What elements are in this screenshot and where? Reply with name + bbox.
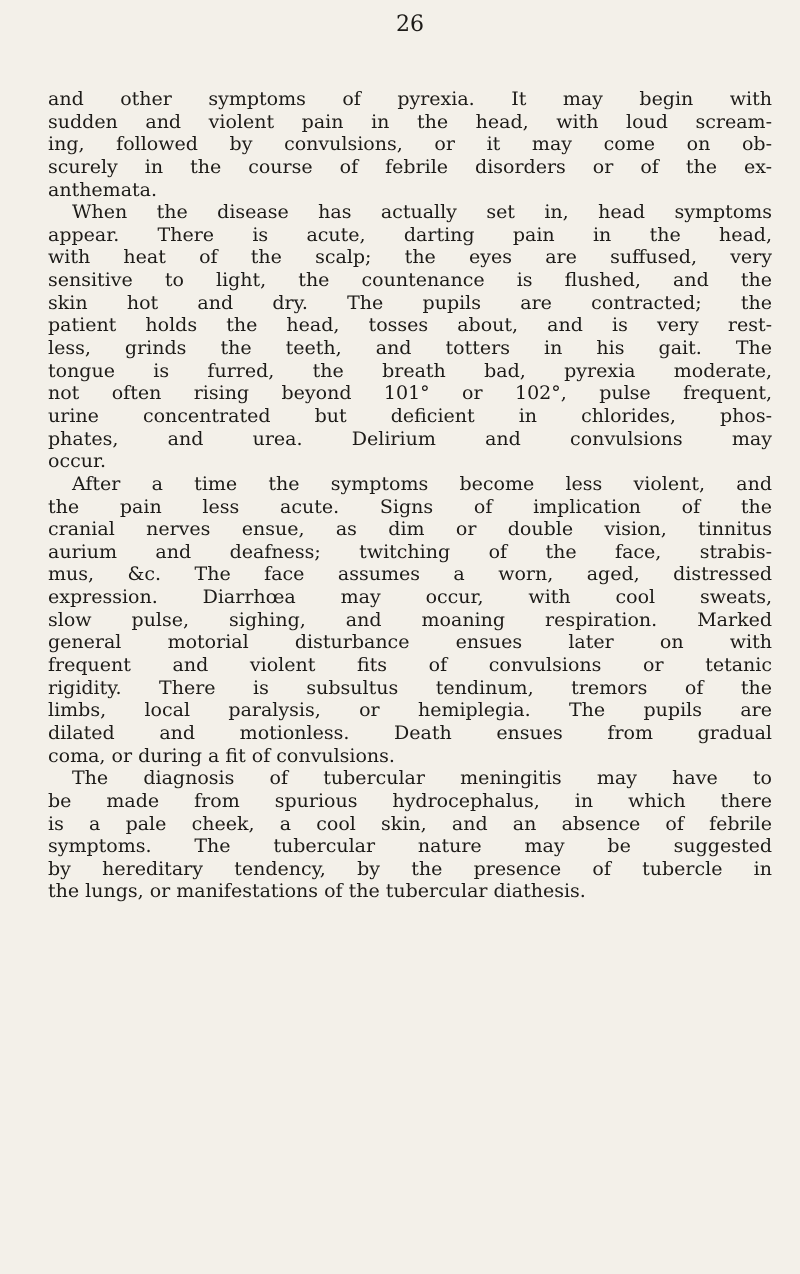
text-line: general motorial disturbance ensues later on with xyxy=(48,631,772,654)
text-line: After a time the symptoms become less violent, and xyxy=(72,472,772,495)
text-line: dilated and motionless. Death ensues from gradual xyxy=(48,721,772,744)
text-line: appear. There is acute, darting pain in the head, xyxy=(48,223,772,246)
text-line: sensitive to light, the countenance is flushed, and the xyxy=(48,269,772,292)
text-line: anthemata. xyxy=(48,178,158,201)
text-line: cranial nerves ensue, as dim or double vision, tinnitus xyxy=(48,518,772,541)
text-line: mus, &c. The face assumes a worn, aged, distressed xyxy=(48,563,772,586)
text-line: and other symptoms of pyrexia. It may begin with xyxy=(48,88,772,110)
text-line: sudden and violent pain in the head, with loud scream- xyxy=(48,110,772,133)
text-line: scurely in the course of febrile disorders or of the ex- xyxy=(48,155,772,178)
text-line: is a pale cheek, a cool skin, and an absence of febrile xyxy=(48,812,772,835)
text-line: the lungs, or manifestations of the tubercular diathesis. xyxy=(48,880,586,903)
text-line: rigidity. There is subsultus tendinum, tremors of the xyxy=(48,676,772,699)
text-line: tongue is furred, the breath bad, pyrexia moderate, xyxy=(48,359,772,382)
text-line: ing, followed by convulsions, or it may come on ob- xyxy=(48,133,772,156)
body-text xyxy=(48,88,772,903)
text-line: coma, or during a fit of convulsions. xyxy=(48,744,395,767)
book-page xyxy=(48,0,772,1274)
text-line: not often rising beyond 101° or 102°, pulse frequent, xyxy=(48,382,772,405)
text-line: with heat of the scalp; the eyes are suffused, very xyxy=(48,246,772,269)
text-line: When the disease has actually set in, head symptoms xyxy=(72,201,772,224)
text-line: limbs, local paralysis, or hemiplegia. The pupils are xyxy=(48,699,772,722)
text-line: by hereditary tendency, by the presence of tubercle in xyxy=(48,857,772,880)
text-line: slow pulse, sighing, and moaning respiration. Marked xyxy=(48,608,772,631)
text-line: frequent and violent fits of convulsions or tetanic xyxy=(48,654,772,677)
text-line: urine concentrated but deficient in chlorides, phos- xyxy=(48,404,772,427)
text-line: phates, and urea. Delirium and convulsions may xyxy=(48,427,772,450)
text-line: expression. Diarrhœa may occur, with cool sweats, xyxy=(48,586,772,609)
text-line: The diagnosis of tubercular meningitis may have to xyxy=(72,767,772,790)
text-line: the pain less acute. Signs of implication of the xyxy=(48,495,772,518)
page-number: 26 xyxy=(396,12,424,37)
text-line: occur. xyxy=(48,450,106,473)
text-line: symptoms. The tubercular nature may be suggested xyxy=(48,835,772,858)
text-line: skin hot and dry. The pupils are contracted; the xyxy=(48,291,772,314)
text-line: aurium and deafness; twitching of the face, strabis- xyxy=(48,540,772,563)
text-line: patient holds the head, tosses about, and is very rest- xyxy=(48,314,772,337)
text-line: less, grinds the teeth, and totters in his gait. The xyxy=(48,337,772,360)
text-line: be made from spurious hydrocephalus, in which there xyxy=(48,789,772,812)
